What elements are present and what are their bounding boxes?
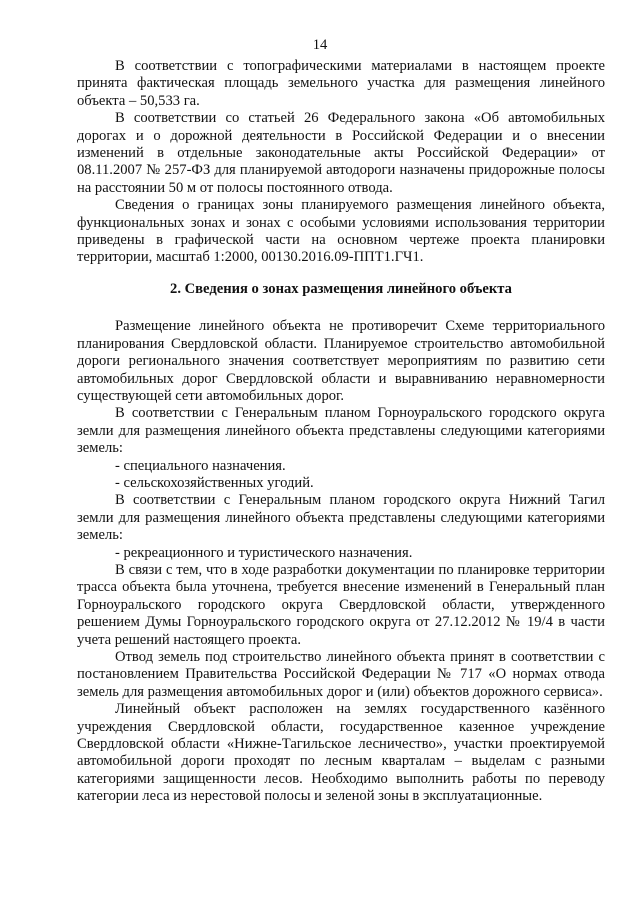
paragraph-roadside-strips: В соответствии со статьей 26 Федерального закона «Об автомобильных дорогах и о дорожной деятельности в Российской Федерации и о внесении изменений в отдельные законодательные акты Российской Федерации» от 08.11.2007 № 257-ФЗ для планируемой автодороги назначены придорожные полосы на расстоянии 50 м от полосы постоянного отвода. <box>77 110 605 196</box>
list-item: - рекреационного и туристического назначения. <box>115 544 413 561</box>
section-heading: 2. Сведения о зонах размещения линейного объекта <box>170 280 512 297</box>
paragraph-territorial-planning: Размещение линейного объекта не противоречит Схеме территориального планирования Свердловской области. Планируемое строительство автомобильной дороги регионального значения соответствует мероприятиям по развитию сети автомобильных дорог Свердловской области и выравниванию неравномерности существующей сети автомобильных дорог. <box>77 318 605 404</box>
paragraph-gornouralsky-plan: В соответствии с Генеральным планом Горноуральского городского округа земли для размещения линейного объекта представлены следующими категориями земель: <box>77 405 605 457</box>
list-item: - специального назначения. <box>115 457 286 474</box>
page-number: 14 <box>312 37 328 53</box>
paragraph-zone-boundaries: Сведения о границах зоны планируемого размещения линейного объекта, функциональных зонах и зонах с особыми условиями использования территории приведены в графической части на основном чертеже проекта планировки территории, масштаб 1:2000, 00130.2016.09-ППТ1.ГЧ1. <box>77 197 605 266</box>
document-body <box>77 58 605 806</box>
paragraph-nizhny-tagil-plan: В соответствии с Генеральным планом городского округа Нижний Тагил земли для размещения линейного объекта представлены следующими категориями земель: <box>77 492 605 544</box>
paragraph-forestry: Линейный объект расположен на землях государственного казённого учреждения Свердловской области, государственное казенное учреждение Свердловской области «Нижне-Тагильское лесничество», участки проектируемой автомобильной дороги проходят по лесным кварталам – выделам с разными категориями защищенности лесов. Необходимо выполнить работы по переводу категории леса из нерестовой полосы и зеленой зоны в эксплуатационные. <box>77 701 605 805</box>
paragraph-land-allocation: Отвод земель под строительство линейного объекта принят в соответствии с постановлением Правительства Российской Федерации № 717 «О нормах отвода земель для размещения автомобильных дорог и (или) объектов дорожного сервиса». <box>77 649 605 700</box>
paragraph-land-area: В соответствии с топографическими материалами в настоящем проекте принята фактическая площадь земельного участка для размещения линейного объекта – 50,533 га. <box>77 58 605 109</box>
list-item: - сельскохозяйственных угодий. <box>115 474 314 491</box>
paragraph-general-plan-changes: В связи с тем, что в ходе разработки документации по планировке территории трасса объекта была уточнена, требуется внесение изменений в Генеральный план Горноуральского городского округа Свердловской области, утвержденного решением Думы Горноуральского городского округа от 27.12.2012 № 19/4 в части учета решений настоящего проекта. <box>77 561 605 648</box>
